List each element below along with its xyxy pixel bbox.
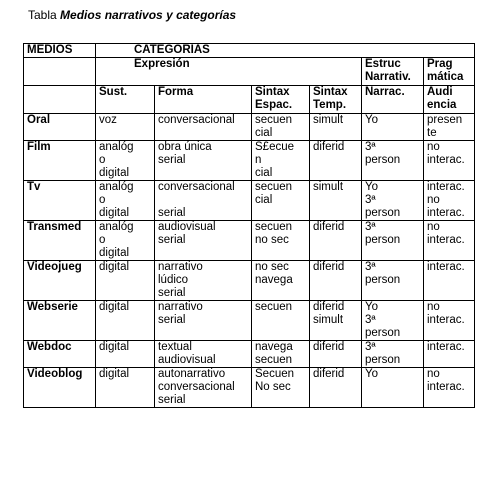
table-row <box>24 141 475 181</box>
cell-line: person <box>365 274 401 286</box>
cell-line: interac. <box>427 341 465 353</box>
table-row <box>24 221 475 261</box>
cell-narracion <box>362 221 424 261</box>
cell-audiencia <box>424 368 475 408</box>
cell-line: No sec <box>255 381 291 393</box>
table-body <box>24 44 475 408</box>
cell-line: interac. <box>427 181 465 193</box>
cell-line: secuen <box>255 181 293 193</box>
cell-forma <box>155 141 252 181</box>
cell-line: Secuen <box>255 368 295 380</box>
cell-line: textual <box>158 341 192 353</box>
cell-line: digital <box>99 247 130 259</box>
cell-forma <box>155 181 252 221</box>
cell-line: digital <box>99 207 130 219</box>
cell-line: digital <box>99 368 130 380</box>
cell-medio: Transmed <box>24 221 96 261</box>
cell-sintax-espac <box>252 181 310 221</box>
cell-line: analóg <box>99 181 134 193</box>
header-row-1 <box>24 44 475 58</box>
cell-line: serial <box>158 394 186 406</box>
cell-line: person <box>365 207 401 219</box>
header-categorias: CATEGORÍAS <box>96 44 475 58</box>
cell-medio: Videoblog <box>24 368 96 408</box>
cell-narracion <box>362 261 424 301</box>
cell-line: analóg <box>99 221 134 233</box>
cell-line: 3ª <box>365 221 376 233</box>
cell-sintax-espac <box>252 221 310 261</box>
cell-line: narrativo <box>158 301 203 313</box>
cell-medio: Film <box>24 141 96 181</box>
caption-prefix: Tabla <box>28 8 57 22</box>
header-row-3 <box>24 86 475 114</box>
cell-line: 3ª <box>365 261 376 273</box>
cell-audiencia <box>424 114 475 141</box>
cell-line: secuen <box>255 301 293 313</box>
table-row <box>24 261 475 301</box>
header-sintax-espac: Sintax Espac. <box>252 86 310 114</box>
header-audiencia: Audi encia <box>424 86 475 114</box>
cell-line: Yo <box>365 368 379 380</box>
header-sust: Sust. <box>96 86 155 114</box>
cell-line: o <box>99 194 106 206</box>
cell-line: navega <box>255 341 293 353</box>
cell-line: voz <box>99 114 117 126</box>
cell-line: interac. <box>427 261 465 273</box>
cell-sintax-espac <box>252 301 310 341</box>
cell-line: Yo <box>365 181 379 193</box>
cell-narracion <box>362 141 424 181</box>
cell-line: simult <box>313 181 344 193</box>
cell-line: 3ª <box>365 314 376 326</box>
cell-line: conversacional <box>158 181 235 193</box>
cell-sustancia <box>96 368 155 408</box>
cell-line: serial <box>158 207 186 219</box>
cell-line: cial <box>255 167 273 179</box>
cell-line: te <box>427 127 437 139</box>
cell-audiencia <box>424 141 475 181</box>
cell-line: conversacional <box>158 114 235 126</box>
cell-forma <box>155 221 252 261</box>
cell-line: secuen <box>255 114 293 126</box>
cell-line: digital <box>99 301 130 313</box>
cell-audiencia <box>424 301 475 341</box>
cell-sintax-temp <box>310 114 362 141</box>
cell-line: interac. <box>427 207 465 219</box>
cell-line: no <box>427 301 440 313</box>
cell-line: audiovisual <box>158 221 216 233</box>
cell-forma <box>155 301 252 341</box>
cell-line: serial <box>158 287 186 299</box>
header-medios: MEDIOS <box>24 44 96 58</box>
cell-sintax-temp <box>310 301 362 341</box>
cell-line: S£ecue <box>255 141 295 153</box>
cell-line: simult <box>313 314 344 326</box>
caption-title: Medios narrativos y categorías <box>60 8 237 22</box>
table-row <box>24 301 475 341</box>
cell-sintax-temp <box>310 181 362 221</box>
cell-line: diferid <box>313 141 345 153</box>
table-row <box>24 341 475 368</box>
cell-line: narrativo <box>158 261 203 273</box>
cell-sintax-temp <box>310 221 362 261</box>
cell-sintax-temp <box>310 141 362 181</box>
cell-narracion <box>362 341 424 368</box>
cell-sintax-temp <box>310 261 362 301</box>
cell-narracion <box>362 114 424 141</box>
cell-narracion <box>362 301 424 341</box>
cell-forma <box>155 114 252 141</box>
cell-line: diferid <box>313 301 345 313</box>
cell-line: no <box>427 221 440 233</box>
cell-line: autonarrativo <box>158 368 226 380</box>
cell-line: no <box>427 194 440 206</box>
cell-line: lúdico <box>158 274 189 286</box>
header-empty-medios-2 <box>24 86 96 114</box>
cell-sintax-espac <box>252 141 310 181</box>
cell-medio: Oral <box>24 114 96 141</box>
table-row <box>24 114 475 141</box>
cell-sustancia <box>96 261 155 301</box>
cell-line: person <box>365 327 401 339</box>
cell-line: no sec <box>255 261 289 273</box>
header-narrac: Narrac. <box>362 86 424 114</box>
cell-narracion <box>362 181 424 221</box>
table-row <box>24 181 475 221</box>
cell-audiencia <box>424 221 475 261</box>
header-prag: Prag mática <box>424 58 475 86</box>
cell-line: presen <box>427 114 463 126</box>
cell-line: analóg <box>99 141 134 153</box>
cell-line: serial <box>158 314 186 326</box>
cell-line: interac. <box>427 314 465 326</box>
cell-line: person <box>365 234 401 246</box>
cell-line: navega <box>255 274 293 286</box>
cell-line: diferid <box>313 261 345 273</box>
header-empty-medios <box>24 58 96 86</box>
table-caption <box>28 8 236 22</box>
cell-line: diferid <box>313 221 345 233</box>
cell-sustancia <box>96 114 155 141</box>
cell-line <box>158 194 249 207</box>
cell-audiencia <box>424 341 475 368</box>
cell-line: serial <box>158 154 186 166</box>
cell-line: cial <box>255 127 273 139</box>
cell-line: secuen <box>255 354 293 366</box>
cell-sustancia <box>96 141 155 181</box>
cell-line: diferid <box>313 368 345 380</box>
cell-forma <box>155 261 252 301</box>
cell-medio: Videojueg <box>24 261 96 301</box>
header-forma: Forma <box>155 86 252 114</box>
cell-line: conversacional <box>158 381 235 393</box>
cell-line: person <box>365 154 401 166</box>
cell-line: Yo <box>365 301 379 313</box>
cell-line: interac. <box>427 381 465 393</box>
cell-line: 3ª <box>365 194 376 206</box>
header-sintax-temp: Sintax Temp. <box>310 86 362 114</box>
cell-sustancia <box>96 221 155 261</box>
cell-line: o <box>99 154 106 166</box>
cell-sustancia <box>96 301 155 341</box>
cell-line: no <box>427 368 440 380</box>
cell-sustancia <box>96 341 155 368</box>
cell-sintax-temp <box>310 341 362 368</box>
cell-line: cial <box>255 194 273 206</box>
cell-medio: Webdoc <box>24 341 96 368</box>
cell-forma <box>155 368 252 408</box>
cell-line: Yo <box>365 114 379 126</box>
cell-forma <box>155 341 252 368</box>
cell-medio: Webserie <box>24 301 96 341</box>
cell-line: interac. <box>427 234 465 246</box>
cell-line: no <box>427 141 440 153</box>
cell-sintax-temp <box>310 368 362 408</box>
cell-medio: Tv <box>24 181 96 221</box>
cell-line: secuen <box>255 221 293 233</box>
cell-line: serial <box>158 234 186 246</box>
cell-line: n <box>255 154 262 166</box>
header-estruc: Estruc Narrativ. <box>362 58 424 86</box>
cell-line: simult <box>313 114 344 126</box>
cell-line: 3ª <box>365 341 376 353</box>
cell-sintax-espac <box>252 341 310 368</box>
cell-line: digital <box>99 341 130 353</box>
table-row <box>24 368 475 408</box>
cell-sustancia <box>96 181 155 221</box>
header-expresion: Expresión <box>96 58 362 86</box>
cell-audiencia <box>424 261 475 301</box>
cell-line: diferid <box>313 341 345 353</box>
cell-line: digital <box>99 261 130 273</box>
cell-sintax-espac <box>252 114 310 141</box>
cell-line: o <box>99 234 106 246</box>
cell-sintax-espac <box>252 261 310 301</box>
cell-line: person <box>365 354 401 366</box>
cell-sintax-espac <box>252 368 310 408</box>
cell-narracion <box>362 368 424 408</box>
cell-line: interac. <box>427 154 465 166</box>
header-row-2 <box>24 58 475 86</box>
cell-line: no sec <box>255 234 289 246</box>
media-categories-table <box>23 43 475 408</box>
cell-line: obra única <box>158 141 212 153</box>
cell-audiencia <box>424 181 475 221</box>
cell-line: 3ª <box>365 141 376 153</box>
cell-line: audiovisual <box>158 354 216 366</box>
cell-line: digital <box>99 167 130 179</box>
